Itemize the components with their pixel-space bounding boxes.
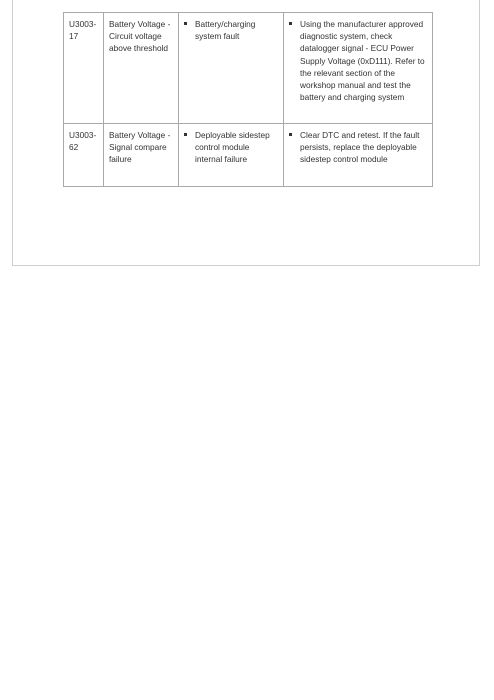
bullet-icon <box>184 133 187 136</box>
bullet-icon <box>289 133 292 136</box>
description-cell <box>104 13 179 124</box>
dtc-code-cell <box>64 124 104 187</box>
cause-cell <box>179 124 284 187</box>
possible-cause: Deployable sidestep control module internal failure <box>195 130 270 165</box>
dtc-code: U3003- 62 <box>69 130 97 153</box>
dtc-description: Battery Voltage - Circuit voltage above threshold <box>109 19 171 54</box>
table-row <box>64 124 433 187</box>
cause-cell <box>179 13 284 124</box>
action-cell <box>284 124 433 187</box>
dtc-code: U3003- 17 <box>69 19 97 42</box>
description-cell <box>104 124 179 187</box>
bullet-icon <box>184 22 187 25</box>
dtc-description: Battery Voltage - Signal compare failure <box>109 130 171 165</box>
table-row <box>64 13 433 124</box>
possible-cause: Battery/charging system fault <box>195 19 256 42</box>
action-cell <box>284 13 433 124</box>
bullet-icon <box>289 22 292 25</box>
action-text: Clear DTC and retest. If the fault persists, replace the deployable sidestep control module <box>300 130 420 165</box>
dtc-table <box>63 12 433 187</box>
action-text: Using the manufacturer approved diagnostic system, check datalogger signal - ECU Power Supply Voltage (0xD111). Refer to the relevant section of the workshop manual and test the battery and charging system <box>300 19 425 103</box>
dtc-code-cell <box>64 13 104 124</box>
